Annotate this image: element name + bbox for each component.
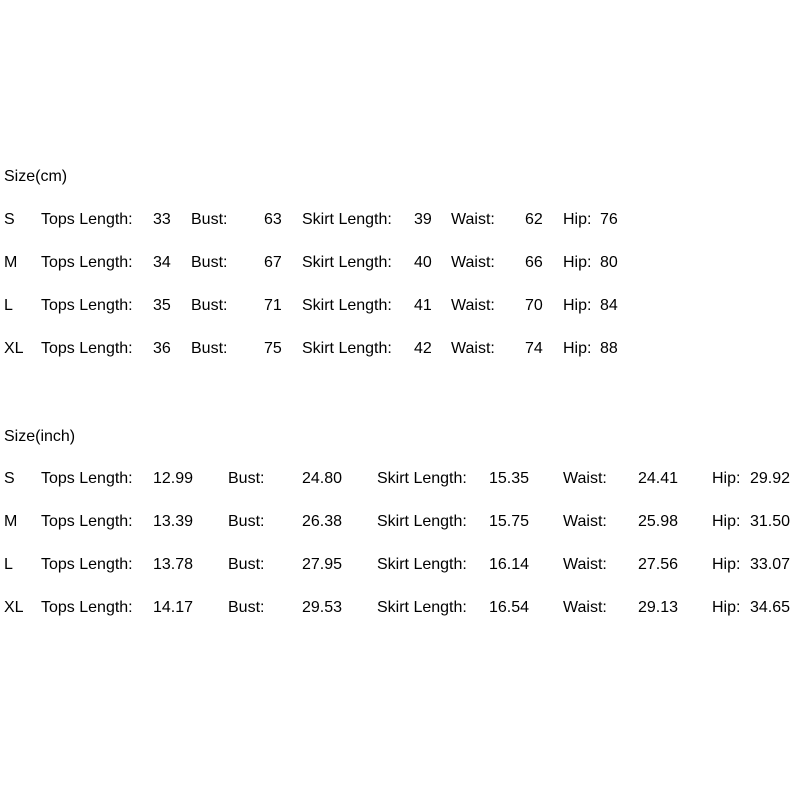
bust-label: Bust: (228, 556, 265, 573)
hip-label: Hip: (563, 340, 592, 357)
size-label: L (4, 556, 13, 573)
hip-value: 29.92 (750, 470, 791, 487)
size-label: XL (4, 599, 24, 616)
bust-label: Bust: (191, 340, 228, 357)
waist-value: 25.98 (638, 513, 679, 530)
hip-label: Hip: (563, 297, 592, 314)
skirt-length-value: 40 (414, 254, 432, 271)
waist-label: Waist: (451, 297, 495, 314)
waist-value: 74 (525, 340, 543, 357)
skirt-length-label: Skirt Length: (377, 556, 467, 573)
waist-value: 24.41 (638, 470, 679, 487)
hip-label: Hip: (712, 556, 741, 573)
skirt-length-label: Skirt Length: (302, 297, 392, 314)
inch-size-title: Size(inch) (4, 428, 76, 445)
tops-length-value: 13.39 (153, 513, 194, 530)
tops-length-value: 36 (153, 340, 171, 357)
inch-row-xl (0, 600, 800, 620)
cm-row-xl (0, 341, 800, 361)
bust-value: 27.95 (302, 556, 343, 573)
hip-label: Hip: (563, 211, 592, 228)
cm-row-l (0, 298, 800, 318)
tops-length-value: 35 (153, 297, 171, 314)
hip-label: Hip: (563, 254, 592, 271)
bust-value: 75 (264, 340, 282, 357)
hip-value: 31.50 (750, 513, 791, 530)
tops-length-value: 14.17 (153, 599, 194, 616)
skirt-length-value: 16.14 (489, 556, 530, 573)
bust-value: 67 (264, 254, 282, 271)
bust-value: 71 (264, 297, 282, 314)
inch-row-l (0, 557, 800, 577)
size-label: S (4, 211, 15, 228)
size-label: M (4, 254, 18, 271)
tops-length-value: 13.78 (153, 556, 194, 573)
tops-length-label: Tops Length: (41, 211, 133, 228)
cm-row-m (0, 255, 800, 275)
skirt-length-value: 16.54 (489, 599, 530, 616)
hip-value: 88 (600, 340, 618, 357)
bust-label: Bust: (228, 513, 265, 530)
bust-value: 26.38 (302, 513, 343, 530)
tops-length-label: Tops Length: (41, 340, 133, 357)
hip-value: 84 (600, 297, 618, 314)
hip-label: Hip: (712, 513, 741, 530)
skirt-length-label: Skirt Length: (302, 254, 392, 271)
waist-label: Waist: (563, 599, 607, 616)
bust-label: Bust: (228, 599, 265, 616)
size-label: L (4, 297, 13, 314)
hip-value: 33.07 (750, 556, 791, 573)
skirt-length-value: 41 (414, 297, 432, 314)
hip-value: 80 (600, 254, 618, 271)
tops-length-label: Tops Length: (41, 470, 133, 487)
tops-length-label: Tops Length: (41, 599, 133, 616)
waist-value: 27.56 (638, 556, 679, 573)
tops-length-label: Tops Length: (41, 297, 133, 314)
tops-length-label: Tops Length: (41, 254, 133, 271)
skirt-length-value: 42 (414, 340, 432, 357)
tops-length-label: Tops Length: (41, 513, 133, 530)
waist-label: Waist: (563, 556, 607, 573)
tops-length-value: 12.99 (153, 470, 194, 487)
inch-row-m (0, 514, 800, 534)
waist-label: Waist: (563, 513, 607, 530)
skirt-length-label: Skirt Length: (377, 470, 467, 487)
bust-value: 29.53 (302, 599, 343, 616)
cm-row-s (0, 212, 800, 232)
bust-label: Bust: (191, 297, 228, 314)
tops-length-label: Tops Length: (41, 556, 133, 573)
skirt-length-label: Skirt Length: (377, 513, 467, 530)
bust-value: 24.80 (302, 470, 343, 487)
waist-value: 62 (525, 211, 543, 228)
waist-label: Waist: (563, 470, 607, 487)
tops-length-value: 33 (153, 211, 171, 228)
waist-label: Waist: (451, 211, 495, 228)
hip-value: 76 (600, 211, 618, 228)
skirt-length-label: Skirt Length: (302, 340, 392, 357)
bust-value: 63 (264, 211, 282, 228)
bust-label: Bust: (191, 254, 228, 271)
waist-label: Waist: (451, 254, 495, 271)
inch-row-s (0, 471, 800, 491)
waist-label: Waist: (451, 340, 495, 357)
skirt-length-value: 15.75 (489, 513, 530, 530)
skirt-length-label: Skirt Length: (302, 211, 392, 228)
waist-value: 29.13 (638, 599, 679, 616)
skirt-length-label: Skirt Length: (377, 599, 467, 616)
bust-label: Bust: (191, 211, 228, 228)
hip-label: Hip: (712, 599, 741, 616)
waist-value: 70 (525, 297, 543, 314)
bust-label: Bust: (228, 470, 265, 487)
skirt-length-value: 39 (414, 211, 432, 228)
size-label: XL (4, 340, 24, 357)
skirt-length-value: 15.35 (489, 470, 530, 487)
waist-value: 66 (525, 254, 543, 271)
hip-label: Hip: (712, 470, 741, 487)
tops-length-value: 34 (153, 254, 171, 271)
size-label: M (4, 513, 18, 530)
cm-size-title: Size(cm) (4, 168, 68, 185)
size-label: S (4, 470, 15, 487)
hip-value: 34.65 (750, 599, 791, 616)
